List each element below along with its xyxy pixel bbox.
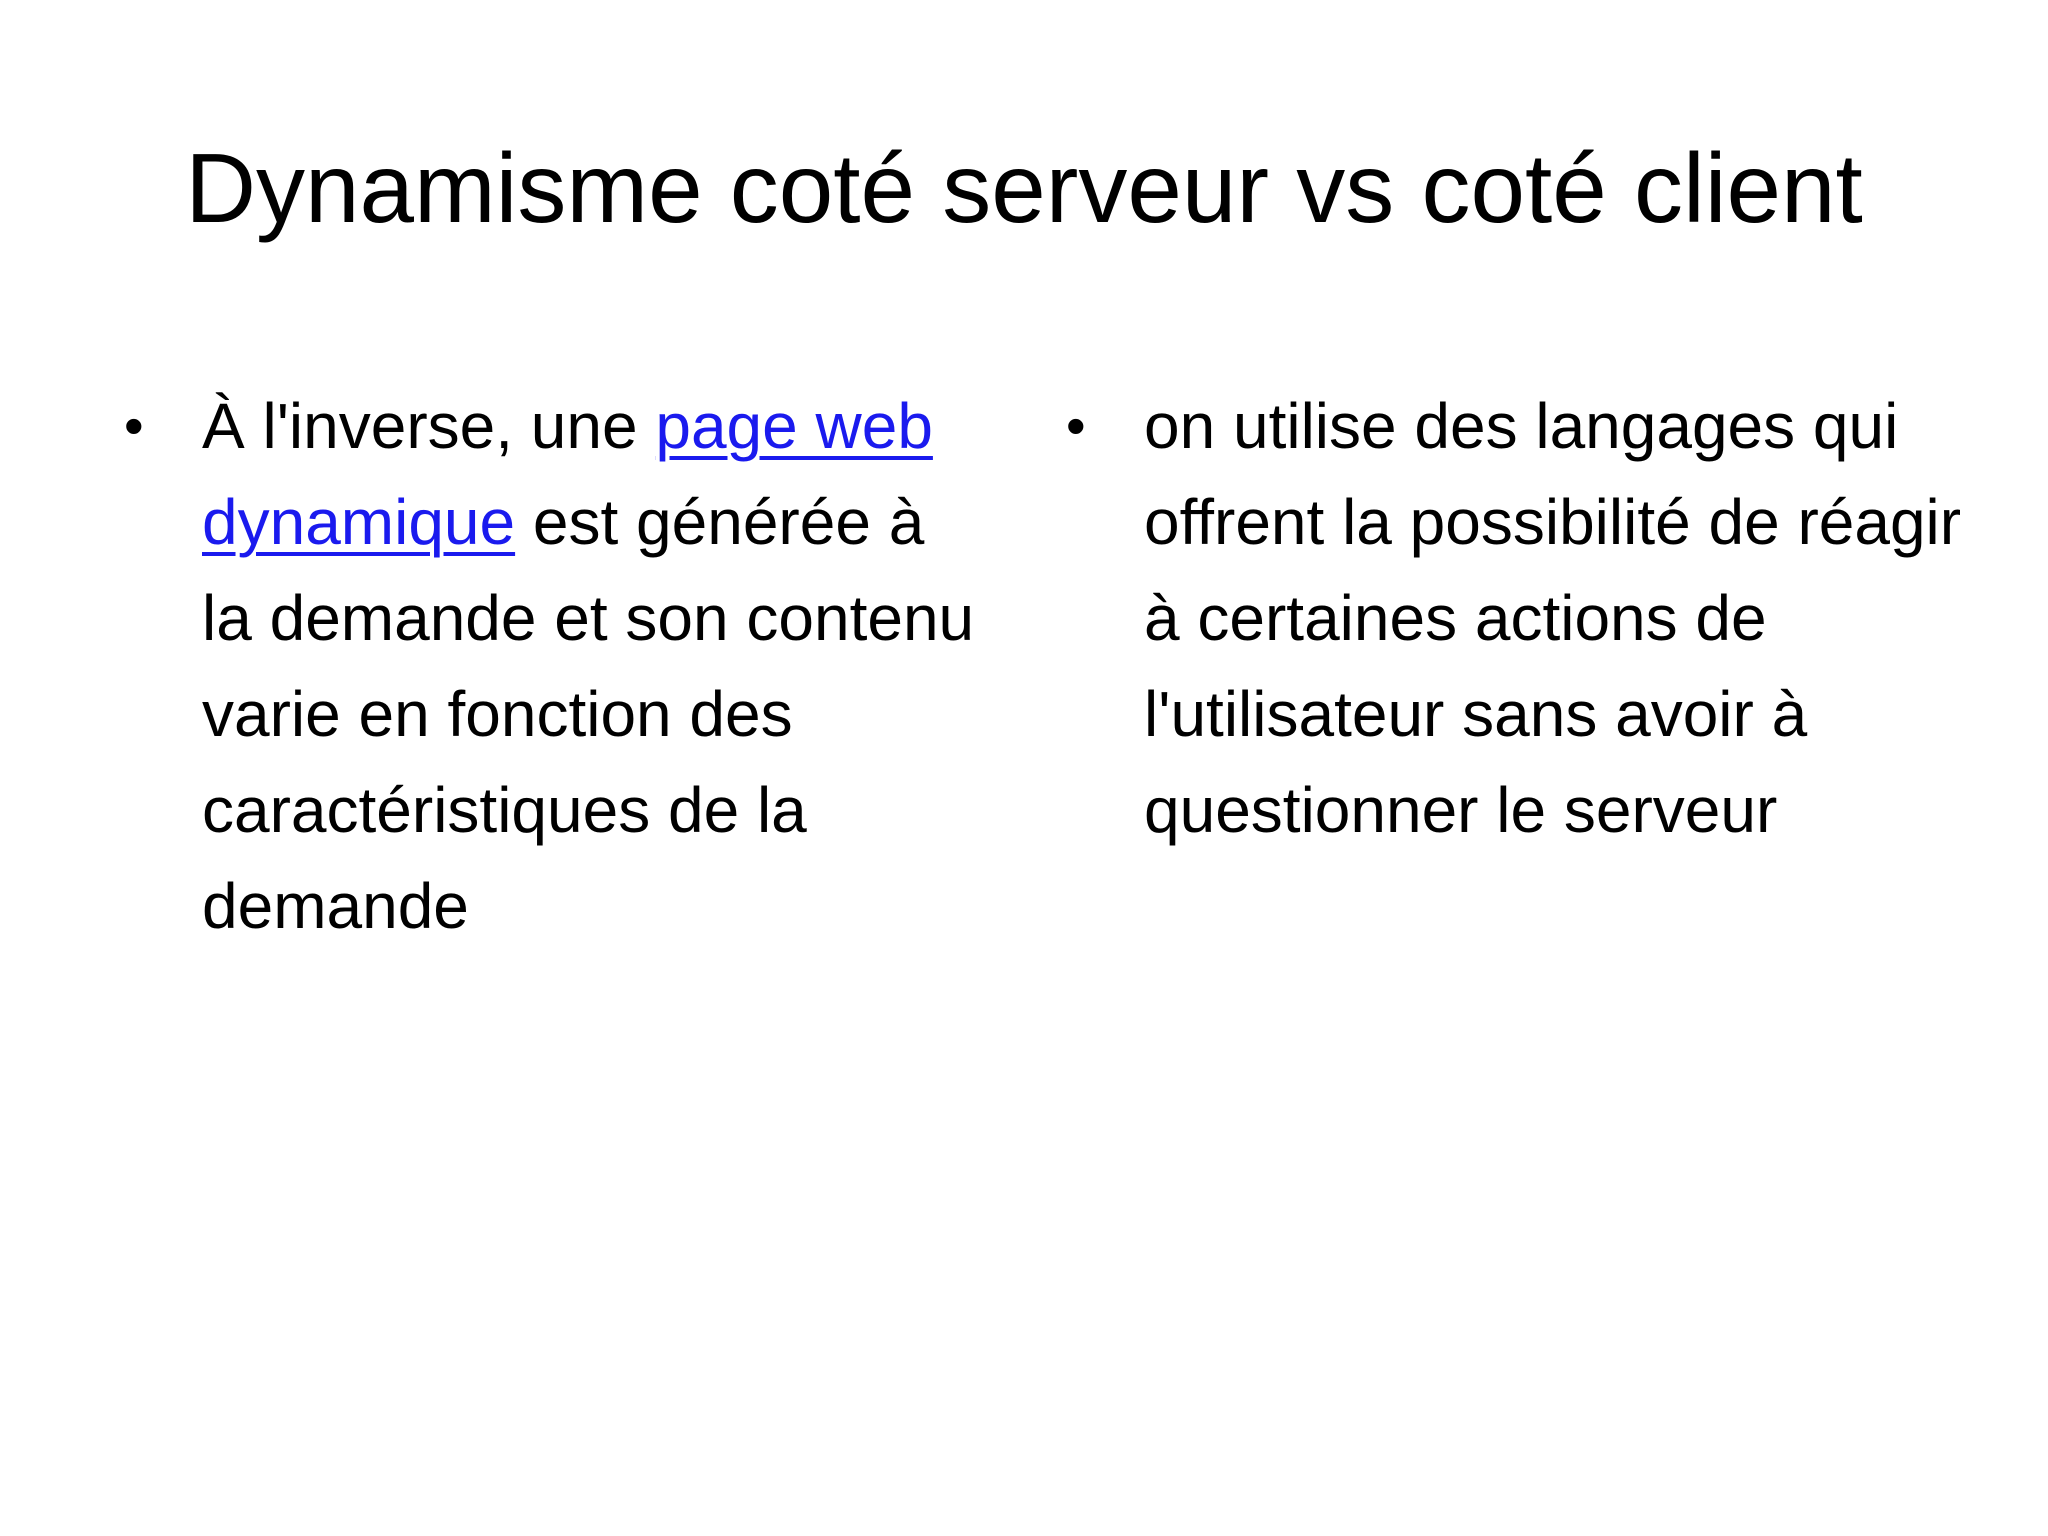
page-web-dynamique-link[interactable]: page web dynamique [202, 390, 933, 558]
bullet-icon: • [1066, 394, 1086, 457]
right-text: on utilise des langages qui offrent la possibilité de réagir à certaines actions de l'utilisateur sans avoir à questionner le serveur [1144, 390, 1962, 846]
left-bullet-item [120, 378, 980, 954]
right-column [1062, 378, 1962, 858]
left-text-before-link: À l'inverse, une [202, 390, 656, 462]
bullet-icon: • [124, 394, 144, 457]
left-text-after-link: est générée à la demande et son contenu varie en fonction des caractéristiques de la demande [202, 486, 975, 942]
left-column [120, 378, 980, 954]
right-bullet-item [1062, 378, 1962, 858]
slide-title: Dynamisme coté serveur vs coté client [185, 133, 1863, 243]
